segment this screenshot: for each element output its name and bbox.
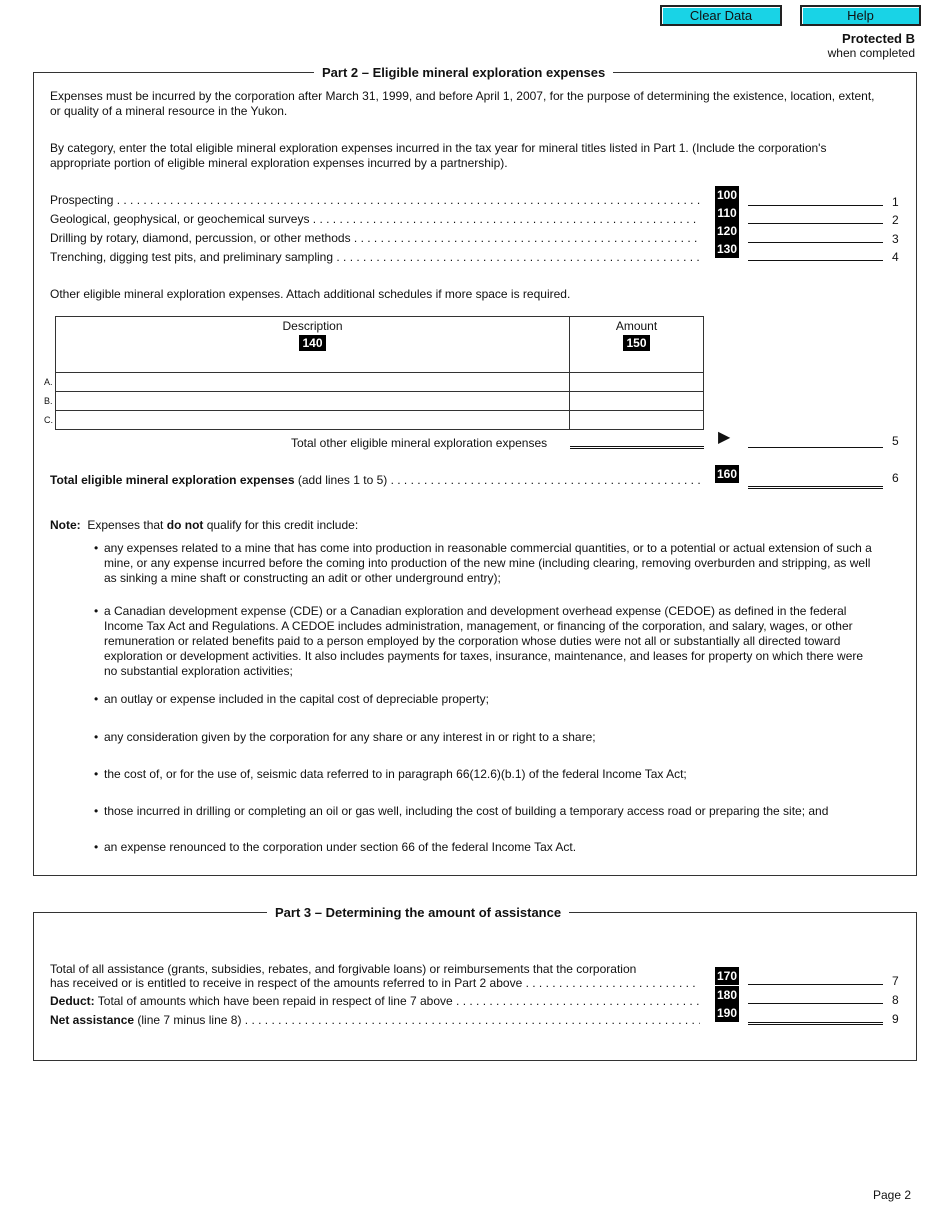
code-110: 110 xyxy=(715,204,739,222)
line-2-label: Geological, geophysical, or geochemical surveys . . . xyxy=(50,212,700,228)
line-7-input[interactable] xyxy=(748,969,883,985)
row-label-b: B. xyxy=(44,396,53,406)
line-number: 6 xyxy=(892,471,899,485)
line-6-label: Total eligible mineral exploration expenses (add lines 1 to 5) . . . xyxy=(50,473,700,489)
line-number: 2 xyxy=(892,213,899,227)
code-150: 150 xyxy=(623,335,649,351)
line-number: 5 xyxy=(892,434,899,448)
line-3-input[interactable] xyxy=(748,227,883,243)
row-c-description[interactable] xyxy=(56,411,570,430)
line-1-label: Prospecting . . . xyxy=(50,193,700,209)
part3-section xyxy=(33,905,917,1061)
code-130: 130 xyxy=(716,242,738,256)
note-bullet: • an outlay or expense included in the capital cost of depreciable property; xyxy=(104,692,879,707)
part2-intro: Expenses must be incurred by the corporation after March 31, 1999, and before April 1, 2007, for the purpose of determining the existence, location, extent, or quality of a mineral resource in the Yukon. xyxy=(50,89,875,118)
other-expenses-label: Other eligible mineral exploration expenses. Attach additional schedules if more space is required. xyxy=(50,287,571,301)
note: Note: Expenses that do not qualify for this credit include: xyxy=(50,518,359,532)
note-bullet: • any expenses related to a mine that has come into production in reasonable commercial quantities, or to a potential or actual extension of such a mine, or any expense incurred before the coming into production of the new mine (including clearing, removing overburden and stripping, as well as sinking a mine shaft or constructing an adit or other underground entry); xyxy=(104,541,879,586)
line-number: 8 xyxy=(892,993,899,1007)
amount-header: Amount xyxy=(615,319,658,333)
row-label-c: C. xyxy=(44,415,53,425)
part2-section xyxy=(33,65,917,876)
line-1-input[interactable] xyxy=(748,190,883,206)
clear-data-button[interactable]: Clear Data xyxy=(660,5,782,26)
row-c-amount[interactable] xyxy=(570,411,704,430)
code-160: 160 xyxy=(716,467,738,481)
line-4-input[interactable] xyxy=(748,245,883,261)
note-bullet: • an expense renounced to the corporation under section 66 of the federal Income Tax Act. xyxy=(104,840,879,855)
part2-instruction: By category, enter the total eligible mineral exploration expenses incurred in the tax year for mineral titles listed in Part 1. (Include the corporation's appropriate portion of eligible mineral exploration expenses incurred by a partnership). xyxy=(50,141,827,170)
code-190: 190 xyxy=(716,1006,738,1020)
row-b-amount[interactable] xyxy=(570,392,704,411)
code-140: 140 xyxy=(299,335,325,351)
other-expenses-table xyxy=(55,316,704,430)
line-5-input[interactable] xyxy=(748,432,883,448)
line-2-input[interactable] xyxy=(748,208,883,224)
row-a-amount[interactable] xyxy=(570,373,704,392)
code-120: 120 xyxy=(716,224,738,238)
line-8-label: Deduct: Total of amounts which have been repaid in respect of line 7 above . . . xyxy=(50,994,700,1010)
help-button[interactable]: Help xyxy=(800,5,921,26)
note-bullet: • any consideration given by the corporation for any share or any interest in or right to a share; xyxy=(104,730,879,745)
note-bullet: • those incurred in drilling or completing an oil or gas well, including the cost of building a temporary access road or preparing the site; and xyxy=(104,804,879,819)
when-completed-label: when completed xyxy=(827,46,915,60)
line-6-input[interactable] xyxy=(748,471,883,489)
line-9-input[interactable] xyxy=(748,1007,883,1025)
line-4-label: Trenching, digging test pits, and preliminary sampling . . . xyxy=(50,250,700,266)
part2-title: Part 2 – Eligible mineral exploration expenses xyxy=(314,65,613,80)
line-number: 1 xyxy=(892,195,899,209)
code-180: 180 xyxy=(716,988,738,1002)
row-b-description[interactable] xyxy=(56,392,570,411)
part3-title: Part 3 – Determining the amount of assistance xyxy=(267,905,569,920)
protected-label: Protected B xyxy=(842,31,915,46)
line-9-label: Net assistance (line 7 minus line 8) . . . xyxy=(50,1013,700,1029)
code-170: 170 xyxy=(716,969,738,983)
line-number: 4 xyxy=(892,250,899,264)
row-a-description[interactable] xyxy=(56,373,570,392)
line-number: 3 xyxy=(892,232,899,246)
note-bullet: • the cost of, or for the use of, seismic data referred to in paragraph 66(12.6)(b.1) of the federal Income Tax Act; xyxy=(104,767,879,782)
page-number: Page 2 xyxy=(873,1188,912,1202)
total-other-subtotal[interactable] xyxy=(570,431,704,449)
arrow-right-icon: ▶ xyxy=(718,429,731,446)
line-7-label-2: has received or is entitled to receive in respect of the amounts referred to in Part 2 above . . . xyxy=(50,976,700,992)
row-label-a: A. xyxy=(44,377,53,387)
line-number: 9 xyxy=(892,1012,899,1026)
line-number: 7 xyxy=(892,974,899,988)
code-100: 100 xyxy=(716,188,738,202)
line-8-input[interactable] xyxy=(748,988,883,1004)
line-7-label-1: Total of all assistance (grants, subsidies, rebates, and forgivable loans) or reimbursements that the corporation xyxy=(50,962,637,976)
description-header: Description xyxy=(282,319,343,333)
note-bullet: • a Canadian development expense (CDE) or a Canadian exploration and development overhead expense (CEDOE) as defined in the federal Income Tax Act and Regulations. A CEDOE includes administration, management, or financing of the corporation, and salary, wages, or other remuneration or related benefits paid to a person employed by the corporation whose duties were not all or substantially all directed toward exploration or development activities. It also includes payments for taxes, insurance, maintenance, and leases for property on which there were no substantial exploration activities; xyxy=(104,604,879,679)
total-other-label: Total other eligible mineral exploration expenses xyxy=(291,436,548,450)
line-3-label: Drilling by rotary, diamond, percussion, or other methods . . . xyxy=(50,231,700,247)
